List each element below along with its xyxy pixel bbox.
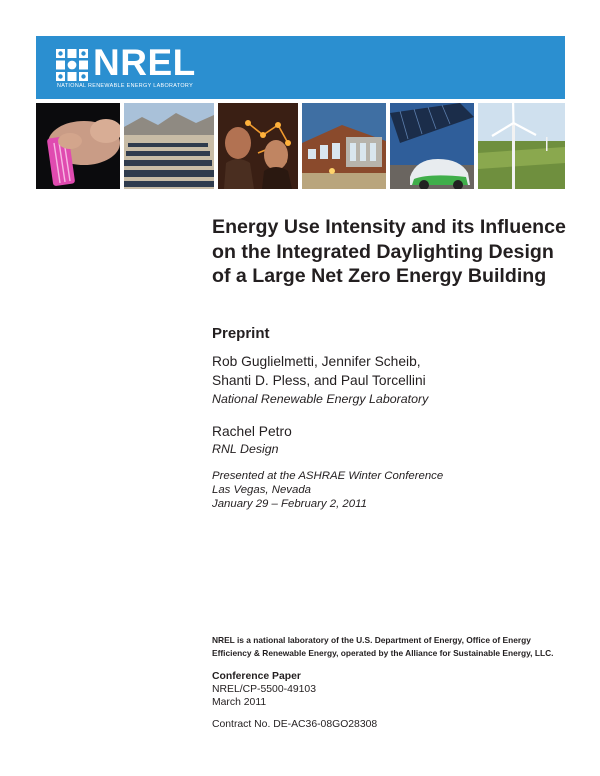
author-2: Rachel Petro xyxy=(212,424,292,439)
presented-at-line-2: Las Vegas, Nevada xyxy=(212,484,311,496)
publication-date: March 2011 xyxy=(212,697,267,708)
researchers-image xyxy=(218,103,298,189)
nrel-statement-line-1: NREL is a national laboratory of the U.S. Department of Energy, Office of Energy xyxy=(212,635,531,645)
nrel-statement-line-2: Efficiency & Renewable Energy, operated by the Alliance for Sustainable Energy, LLC. xyxy=(212,648,554,658)
wind-turbine-image xyxy=(478,103,565,189)
document-type-label: Preprint xyxy=(212,325,270,342)
authors-line-2: Shanti D. Pless, and Paul Torcellini xyxy=(212,373,426,388)
affiliation-2: RNL Design xyxy=(212,442,279,456)
presented-at-line-1: Presented at the ASHRAE Winter Conference xyxy=(212,470,444,482)
document-title: Energy Use Intensity and its Influence on the Integrated Daylighting Design of a Large Net Zero Energy Building xyxy=(212,216,566,288)
nrel-header-banner xyxy=(36,36,565,99)
nrel-logo-mark-icon xyxy=(56,49,88,81)
green-building-image xyxy=(302,103,386,189)
affiliation-1: National Renewable Energy Laboratory xyxy=(212,392,429,406)
nrel-logo-subtitle: NATIONAL RENEWABLE ENERGY LABORATORY xyxy=(57,83,194,89)
paper-type: Conference Paper xyxy=(212,671,301,682)
contract-number: Contract No. DE-AC36-08GO28308 xyxy=(212,719,378,730)
presented-at-line-3: January 29 – February 2, 2011 xyxy=(212,498,367,510)
report-number: NREL/CP-5500-49103 xyxy=(212,684,316,695)
authors-line-1: Rob Guglielmetti, Jennifer Scheib, xyxy=(212,354,421,369)
solar-array-field-image xyxy=(124,103,214,189)
solar-cell-sample-image xyxy=(36,103,120,189)
solar-carport-car-image xyxy=(390,103,474,189)
nrel-logo-text: NREL xyxy=(93,42,196,83)
